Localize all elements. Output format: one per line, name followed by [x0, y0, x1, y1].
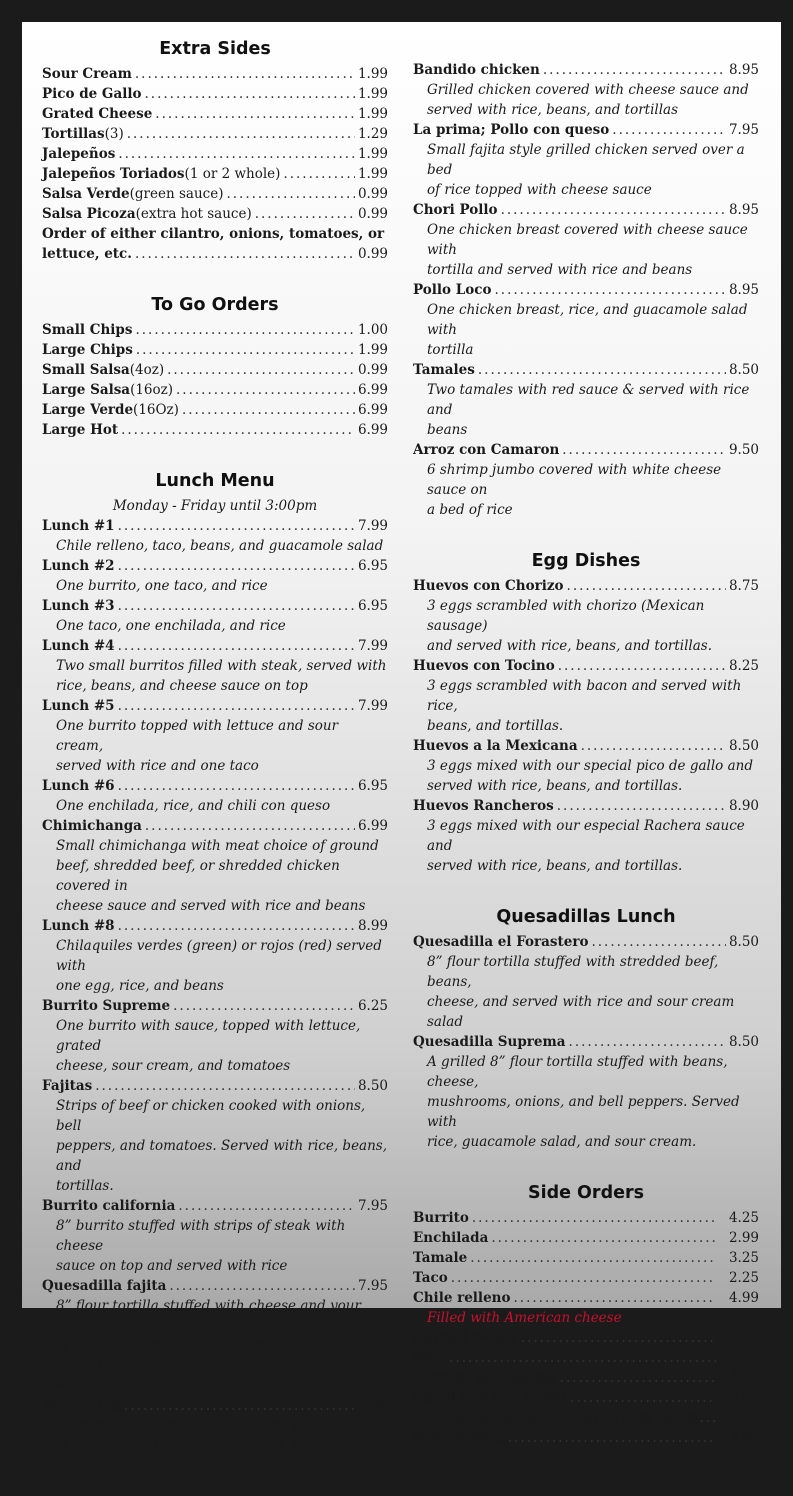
item-price: 3.25: [728, 1250, 759, 1266]
item-name: Chimichanga: [42, 818, 142, 834]
item-name: Enchilada: [413, 1230, 489, 1246]
dot-leader: [135, 64, 355, 84]
menu-item-row: [413, 576, 759, 596]
item-name: Fajitas: [42, 1078, 93, 1094]
chicken-list: [413, 60, 759, 520]
menu-item-row: [413, 1388, 759, 1408]
item-note: (green sauce): [129, 186, 224, 202]
menu-item-row: [42, 380, 388, 400]
menu-item-row: [413, 200, 759, 220]
menu-item-row: [42, 636, 388, 656]
menu-item-row: [42, 996, 388, 1016]
item-price: 8.75: [728, 578, 759, 594]
item-price: 8.90: [728, 798, 759, 814]
dot-leader: [118, 556, 355, 576]
item-description: rice, beans, and cheese sauce on top: [56, 678, 308, 694]
chile-relleno-note: Filled with American cheese: [427, 1310, 622, 1326]
item-note: (4oz): [129, 362, 165, 378]
item-price: 5.00: [728, 1410, 759, 1426]
item-description: tortillas.: [56, 1178, 114, 1194]
menu-item-row: [42, 1276, 388, 1296]
item-price: 8.50: [728, 1034, 759, 1050]
item-price: 1.99: [357, 342, 388, 358]
menu-item-row: [42, 1396, 388, 1416]
menu-item-row: [42, 400, 388, 420]
dot-leader: [508, 1428, 716, 1448]
item-price: 6.99: [357, 818, 388, 834]
item-name: Salsa Verde: [42, 186, 130, 202]
item-price: 8.95: [728, 202, 759, 218]
dot-leader: [581, 736, 726, 756]
dot-leader: [178, 1196, 355, 1216]
dot-leader: [558, 656, 726, 676]
item-description: Two tamales with red sauce & served with rice and: [427, 382, 750, 418]
item-price: 2.25: [728, 1270, 759, 1286]
item-description: 3 eggs scrambled with bacon and served with rice,: [427, 678, 742, 714]
item-price: 8.95: [728, 62, 759, 78]
item-price: 8.25: [728, 658, 759, 674]
item-price: 8.95: [728, 282, 759, 298]
item-price: 4.25: [728, 1210, 759, 1226]
dot-leader: [167, 360, 355, 380]
item-price: 7.95: [728, 122, 759, 138]
dot-leader: [118, 516, 355, 536]
section-title-quesadillas-lunch: Quesadillas Lunch: [496, 907, 676, 927]
item-price: 8.50: [728, 738, 759, 754]
quesadilla-list: [413, 932, 759, 1152]
item-name: Refried beans: [413, 1330, 518, 1346]
item-name: Lunch #1: [42, 518, 115, 534]
item-price: 1.99: [357, 86, 388, 102]
item-description: served with rice and one taco: [56, 758, 259, 774]
item-name: Chile relleno: [413, 1290, 511, 1306]
menu-item-row: [42, 420, 388, 440]
item-price: 5.00: [728, 1390, 759, 1406]
item-description: One burrito, one taco, and rice: [56, 578, 268, 594]
item-price: 8.50: [728, 362, 759, 378]
item-price: 0.99: [357, 186, 388, 202]
menu-item-row: [42, 64, 388, 84]
item-description: cheese, sour cream, and tomatoes: [56, 1058, 291, 1074]
dot-leader: [478, 360, 726, 380]
menu-item-row: [413, 1428, 759, 1448]
item-description: peppers, and tomatoes. Served with rice, beans, and: [56, 1138, 388, 1174]
dot-leader: [118, 696, 355, 716]
item-price: 6.99: [357, 402, 388, 418]
menu-item-row: [413, 1328, 759, 1348]
item-name: Burrito california: [42, 1198, 176, 1214]
item-description: served with rice, beans, and tortillas.: [427, 778, 683, 794]
section-title-egg-dishes: Egg Dishes: [531, 551, 641, 571]
menu-item-row: [413, 1408, 759, 1428]
dot-leader: [118, 144, 355, 164]
dot-leader: [145, 816, 355, 836]
menu-item-row: [42, 204, 388, 224]
item-description: mushrooms, onions, and bell peppers. Served with: [427, 1094, 740, 1130]
item-name: Tamales: [413, 362, 475, 378]
lunch-list: [42, 516, 388, 1496]
menu-item-row: [42, 320, 388, 340]
item-price: 2.50: [728, 1330, 759, 1346]
item-description: One burrito with sauce, topped with lettuce, grated: [56, 1018, 361, 1054]
item-description: One chicken breast, rice, and guacamole salad with: [427, 302, 748, 338]
dot-leader: [700, 1408, 716, 1428]
item-description: One chicken breast covered with cheese sauce with: [427, 222, 748, 258]
item-description: tortilla: [427, 342, 474, 358]
item-description: Chilaquiles verdes (green) or rojos (red) served with: [56, 938, 382, 974]
menu-item-row: [42, 104, 388, 124]
menu-item-row: [413, 1348, 759, 1368]
item-description: 8” flour tortilla stuffed with cheese and your choice: [56, 1298, 361, 1334]
item-note: (3): [104, 126, 124, 142]
item-name: Tortillas: [42, 126, 105, 142]
item-name: Quesadilla Suprema: [413, 1034, 566, 1050]
item-name: Rice: [413, 1350, 447, 1366]
item-description: 6 shrimp jumbo covered with white cheese sauce on: [427, 462, 722, 498]
item-name: Lunch #2: [42, 558, 115, 574]
item-description: One taco, one enchilada, and rice: [56, 618, 286, 634]
item-description: served with rice, beans, and tortillas.: [427, 858, 683, 874]
dot-leader: [135, 320, 354, 340]
item-name: Quesadilla fajita: [42, 1278, 167, 1294]
item-price: 7.99: [357, 638, 388, 654]
item-description: 3 eggs scrambled with chorizo (Mexican sausage): [427, 598, 705, 634]
menu-item-row: [413, 440, 759, 460]
item-description: cheese, and served with rice and sour cream salad: [427, 994, 735, 1030]
section-title-extra-sides: Extra Sides: [159, 39, 271, 59]
menu-item-row: [42, 916, 388, 936]
item-price: 3.99: [728, 1430, 759, 1446]
menu-item-row: [413, 1288, 759, 1308]
item-name: Lunch #4: [42, 638, 115, 654]
section-title-lunch-menu: Lunch Menu: [155, 471, 275, 491]
menu-item-row: [42, 1076, 388, 1096]
item-price: 6.25: [357, 998, 388, 1014]
menu-item-row: [42, 596, 388, 616]
dot-leader: [451, 1268, 716, 1288]
item-name: Tostada or chalupa: [413, 1370, 557, 1386]
item-name: Small Chips: [42, 322, 133, 338]
dot-leader: [135, 244, 355, 264]
order-of-either-line2: lettuce, etc.: [42, 246, 132, 262]
item-name: Lunch #5: [42, 698, 115, 714]
dot-leader: [144, 84, 354, 104]
item-price: 7.95: [357, 1198, 388, 1214]
menu-item-row: [42, 360, 388, 380]
menu-item-row: [42, 556, 388, 576]
dot-leader: [612, 120, 726, 140]
item-note: (extra hot sauce): [135, 206, 252, 222]
menu-item-row: [42, 340, 388, 360]
item-name: Huevos Rancheros: [413, 798, 554, 814]
item-description: Two small burritos filled with steak, served with: [56, 658, 387, 674]
item-description: beans, and tortillas.: [427, 718, 564, 734]
item-price: 7.95: [357, 1398, 388, 1414]
item-price: 1.29: [357, 126, 388, 142]
item-price: 2.99: [728, 1230, 759, 1246]
item-price: 1.00: [357, 322, 388, 338]
item-name: Burrito Supreme: [42, 998, 171, 1014]
item-description: shredded chicken or ground beef, tomatoes, lettuce,: [56, 1438, 359, 1474]
item-name: Arroz con Camaron: [413, 442, 560, 458]
dot-leader: [118, 596, 355, 616]
item-name: Sour Cream: [42, 66, 132, 82]
item-description: a bed of rice: [427, 502, 513, 518]
menu-item-row: [413, 1368, 759, 1388]
section-title-side-orders: Side Orders: [527, 1183, 645, 1203]
dot-leader: [491, 1228, 716, 1248]
dot-leader: [567, 576, 726, 596]
dot-leader: [449, 1348, 716, 1368]
item-description: of rice topped with cheese sauce: [427, 182, 652, 198]
item-description: Grilled chicken covered with cheese sauce and: [427, 82, 749, 98]
item-name: Small Salsa: [42, 362, 130, 378]
dot-leader: [226, 184, 354, 204]
item-price: 7.99: [357, 518, 388, 534]
dot-leader: [173, 996, 355, 1016]
dot-leader: [560, 1368, 716, 1388]
section-title-to-go: To Go Orders: [151, 295, 279, 315]
item-description: one egg, rice, and beans: [56, 978, 224, 994]
item-price: 7.95: [357, 1278, 388, 1294]
item-description: Small fajita style grilled chicken served over a bed: [427, 142, 745, 178]
item-price: 6.95: [357, 558, 388, 574]
item-name: Huevos con Tocino: [413, 658, 555, 674]
item-name: Burrito: [413, 1210, 469, 1226]
item-description: and sour cream: [56, 1478, 164, 1494]
item-price: 6.95: [357, 778, 388, 794]
item-note: (16Oz): [133, 402, 179, 418]
egg-list: [413, 576, 759, 876]
menu-item-row: [42, 776, 388, 796]
item-description: of chicken or steak, grilled with onion and served: [56, 1338, 346, 1374]
item-name: Large Salsa: [42, 382, 131, 398]
item-name: Large Chips: [42, 342, 133, 358]
dot-leader: [472, 1208, 716, 1228]
extra-sides-list: [42, 64, 388, 224]
dot-leader: [591, 932, 725, 952]
item-name: Taco salad: [42, 1398, 122, 1414]
item-name: Jalepeños: [42, 146, 116, 162]
item-name: Small chicken chimi: [413, 1390, 568, 1406]
dot-leader: [118, 636, 355, 656]
lunch-menu-subtitle: Monday - Friday until 3:00pm: [112, 498, 318, 514]
item-price: 1.99: [357, 66, 388, 82]
item-price: 4.99: [728, 1290, 759, 1306]
to-go-list: [42, 320, 388, 440]
menu-item-row: [42, 516, 388, 536]
item-price: 8.99: [357, 918, 388, 934]
item-note: (1 or 2 whole): [184, 166, 281, 182]
dot-leader: [470, 1248, 716, 1268]
item-name: Large Hot: [42, 422, 119, 438]
item-description: tortilla and served with rice and beans: [427, 262, 693, 278]
dot-leader: [95, 1076, 355, 1096]
item-name: Huevos con Chorizo: [413, 578, 564, 594]
menu-item-row: [413, 736, 759, 756]
item-description: beans: [427, 422, 468, 438]
item-name: Lunch #6: [42, 778, 115, 794]
dot-leader: [169, 1276, 355, 1296]
item-description: with rice: [56, 1378, 117, 1394]
dot-leader: [494, 280, 725, 300]
menu-item-row: [413, 796, 759, 816]
right-column: [413, 60, 759, 1448]
menu-panel: [22, 22, 781, 1494]
item-name: Chori Pollo: [413, 202, 498, 218]
item-name: La prima; Pollo con queso: [413, 122, 610, 138]
dot-leader: [501, 200, 726, 220]
item-name: Lunch #8: [42, 918, 115, 934]
menu-item-row: [413, 120, 759, 140]
item-description: Small chimichanga with meat choice of ground: [56, 838, 379, 854]
item-name: Huevos a la Mexicana: [413, 738, 578, 754]
item-description: 8” flour tortilla stuffed with stredded beef, beans,: [427, 954, 719, 990]
item-price: 9.50: [728, 442, 759, 458]
item-price: 6.95: [357, 598, 388, 614]
dot-leader: [557, 796, 726, 816]
order-of-either-line: Order of either cilantro, onions, tomatoes, or: [42, 226, 385, 242]
item-name: Taco: [413, 1270, 448, 1286]
menu-item-row: [413, 656, 759, 676]
menu-item-row: [42, 1196, 388, 1216]
dot-leader: [176, 380, 355, 400]
item-price: 6.99: [357, 382, 388, 398]
menu-item-row: [42, 144, 388, 164]
side-orders-list-2: [413, 1328, 759, 1448]
item-description: 8” burrito stuffed with strips of steak with cheese: [56, 1218, 346, 1254]
item-price: 7.99: [357, 698, 388, 714]
menu-item-row: [42, 124, 388, 144]
dot-leader: [118, 916, 355, 936]
dot-leader: [136, 340, 355, 360]
item-name: Tamale: [413, 1250, 468, 1266]
menu-item-row: [413, 932, 759, 952]
item-description: beef, shredded beef, or shredded chicken covered in: [56, 858, 340, 894]
dot-leader: [521, 1328, 716, 1348]
item-description: sauce on top and served with rice: [56, 1258, 288, 1274]
dot-leader: [118, 776, 355, 796]
item-name: Salsa Picoza: [42, 206, 136, 222]
item-description: A crispy flour tortilla topped with your choice of: [56, 1418, 387, 1434]
menu-item-row: [413, 60, 759, 80]
item-name: Grated Cheese: [42, 106, 153, 122]
item-description: A grilled 8” flour tortilla stuffed with beans, cheese,: [427, 1054, 728, 1090]
item-price: 1.99: [357, 106, 388, 122]
menu-item-row: [413, 360, 759, 380]
dot-leader: [255, 204, 355, 224]
item-price: 2.50: [728, 1350, 759, 1366]
item-name: French fries: [413, 1430, 505, 1446]
menu-item-row: [413, 1268, 759, 1288]
item-price: 0.99: [357, 246, 388, 262]
dot-leader: [124, 1396, 355, 1416]
item-price: 8.50: [357, 1078, 388, 1094]
item-price: 6.99: [357, 422, 388, 438]
item-note: (16oz): [130, 382, 174, 398]
item-description: served with rice, beans, and tortillas: [427, 102, 679, 118]
menu-item-row: [413, 280, 759, 300]
item-description: Strips of beef or chicken cooked with onions, bell: [56, 1098, 366, 1134]
menu-item-row: [413, 1208, 759, 1228]
item-price: 0.99: [357, 362, 388, 378]
menu-item-row: [42, 164, 388, 184]
menu-item-row: [413, 1228, 759, 1248]
item-name: Bandido chicken: [413, 62, 540, 78]
item-name: Lunch #3: [42, 598, 115, 614]
item-price: 1.99: [357, 146, 388, 162]
item-price: 8.50: [728, 934, 759, 950]
item-name: Pico de Gallo: [42, 86, 142, 102]
dot-leader: [121, 420, 355, 440]
dot-leader: [562, 440, 726, 460]
item-name: Jalepeños Toriados: [42, 166, 185, 182]
menu-item-row: [42, 84, 388, 104]
item-name: Large Verde: [42, 402, 134, 418]
dot-leader: [543, 60, 726, 80]
dot-leader: [182, 400, 355, 420]
dot-leader: [570, 1388, 716, 1408]
dot-leader: [127, 124, 355, 144]
item-description: and served with rice, beans, and tortillas.: [427, 638, 712, 654]
item-price: 0.99: [357, 206, 388, 222]
order-of-either-price-row: [42, 244, 388, 264]
item-description: One burrito topped with lettuce and sour cream,: [56, 718, 339, 754]
menu-item-row: [42, 184, 388, 204]
menu-item-row: [42, 696, 388, 716]
item-description: cheese sauce and served with rice and beans: [56, 898, 366, 914]
left-column: [42, 34, 388, 1496]
item-name: Guacamole salad or sour cream salad: [413, 1410, 697, 1426]
side-orders-list: [413, 1208, 759, 1308]
item-description: 3 eggs mixed with our special pico de gallo and: [427, 758, 753, 774]
item-description: One enchilada, rice, and chili con queso: [56, 798, 331, 814]
menu-item-row: [413, 1248, 759, 1268]
item-description: Chile relleno, taco, beans, and guacamole salad: [56, 538, 384, 554]
menu-item-row: [413, 1032, 759, 1052]
item-price: 4.25: [728, 1370, 759, 1386]
item-price: 1.99: [357, 166, 388, 182]
dot-leader: [283, 164, 355, 184]
menu-item-row: [42, 816, 388, 836]
item-name: Pollo Loco: [413, 282, 492, 298]
dot-leader: [513, 1288, 715, 1308]
dot-leader: [569, 1032, 726, 1052]
item-name: Quesadilla el Forastero: [413, 934, 589, 950]
item-description: 3 eggs mixed with our especial Rachera sauce and: [427, 818, 745, 854]
dot-leader: [155, 104, 355, 124]
item-description: rice, guacamole salad, and sour cream.: [427, 1134, 697, 1150]
